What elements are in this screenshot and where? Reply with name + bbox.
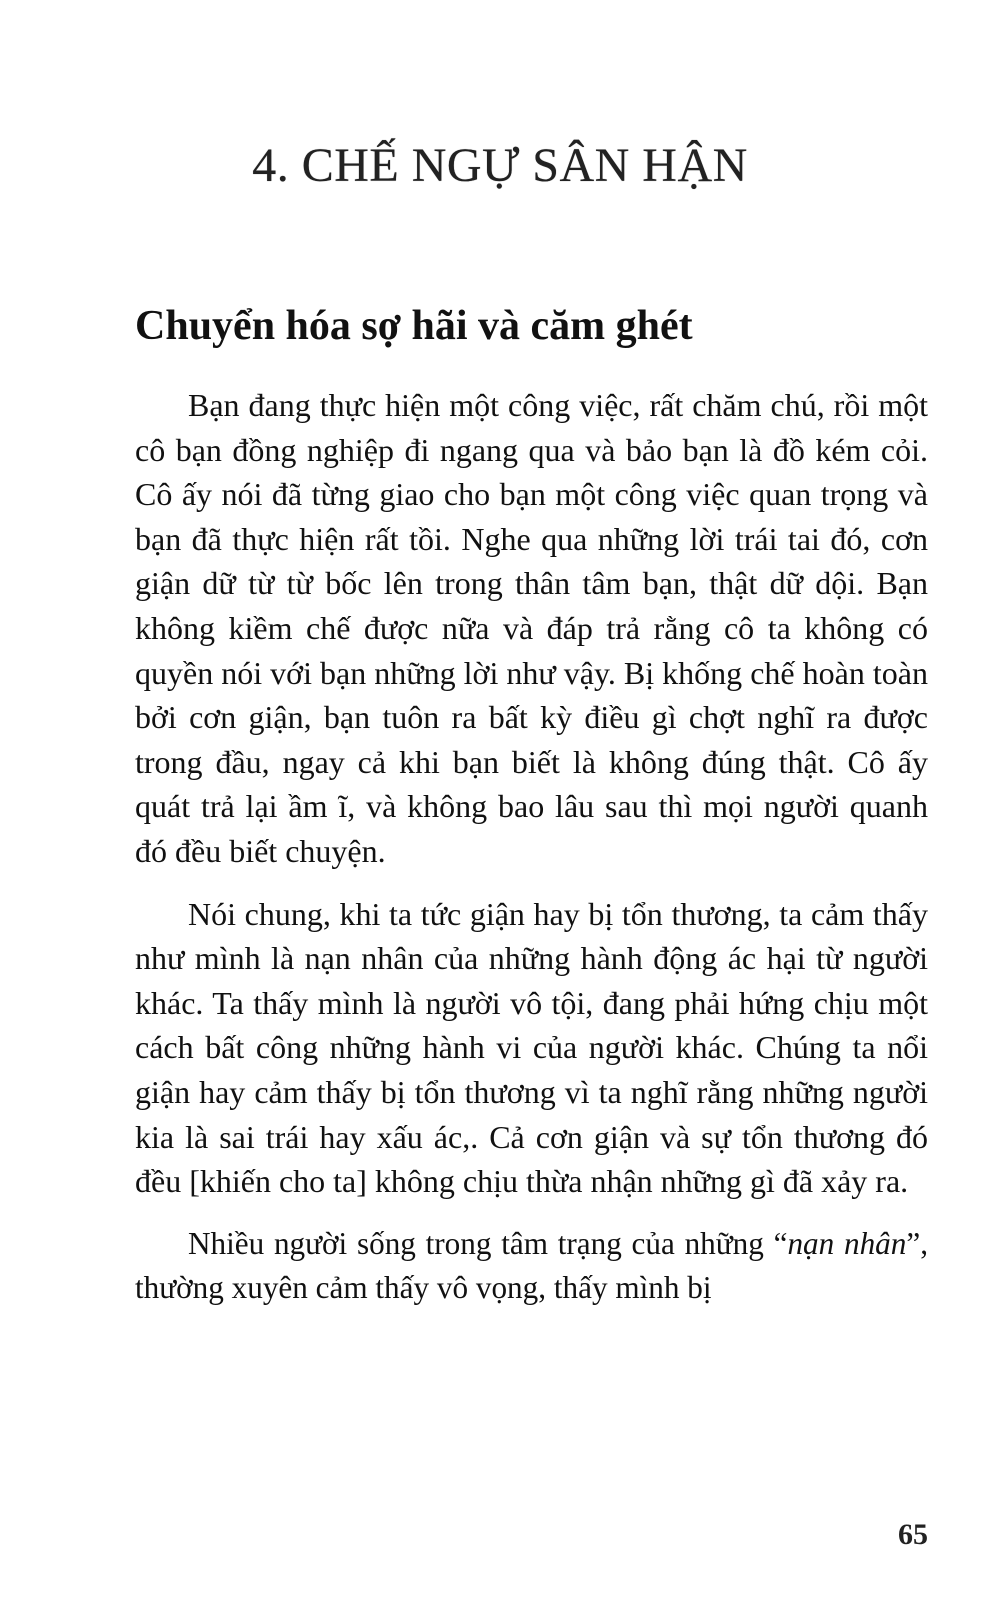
paragraph-3-end: ”, thường xuyên cảm thấy vô vọng, thấy mình bị (135, 1225, 928, 1306)
paragraph-3-start: Nhiều người sống trong tâm trạng của những “ (188, 1225, 788, 1261)
section-heading: Chuyển hóa sợ hãi và căm ghét (135, 303, 693, 349)
paragraph-1: Bạn đang thực hiện một công việc, rất chăm chú, rồi một cô bạn đồng nghiệp đi ngang qua và bảo bạn là đồ kém cỏi. Cô ấy nói đã từng giao cho bạn một công việc quan trọng và bạn đã thực hiện rất tồi. Nghe qua những lời trái tai đó, cơn giận dữ từ từ bốc lên trong thân tâm bạn, thật dữ dội. Bạn không kiềm chế được nữa và đáp trả rằng cô ta không có quyền nói với bạn những lời như vậy. Bị khống chế hoàn toàn bởi cơn giận, bạn tuôn ra bất kỳ điều gì chợt nghĩ ra được trong đầu, ngay cả khi bạn biết là không đúng thật. Cô ấy quát trả lại ầm ĩ, và không bao lâu sau thì mọi người quanh đó đều biết chuyện. (135, 387, 928, 869)
paragraph-2: Nói chung, khi ta tức giận hay bị tổn thương, ta cảm thấy như mình là nạn nhân của những hành động ác hại từ người khác. Ta thấy mình là người vô tội, đang phải hứng chịu một cách bất công những hành vi của người khác. Chúng ta nổi giận hay cảm thấy bị tổn thương vì ta nghĩ rằng những người kia là sai trái hay xấu ác,. Cả cơn giận và sự tổn thương đó đều [khiến cho ta] không chịu thừa nhận những gì đã xảy ra. (135, 895, 928, 1200)
paragraph-3 (135, 1222, 928, 1311)
page-number: 65 (898, 1518, 928, 1551)
chapter-title: 4. CHẾ NGỰ SÂN HẬN (252, 139, 748, 192)
paragraph-3-italic: nạn nhân (787, 1225, 907, 1261)
body-text (135, 383, 928, 1329)
